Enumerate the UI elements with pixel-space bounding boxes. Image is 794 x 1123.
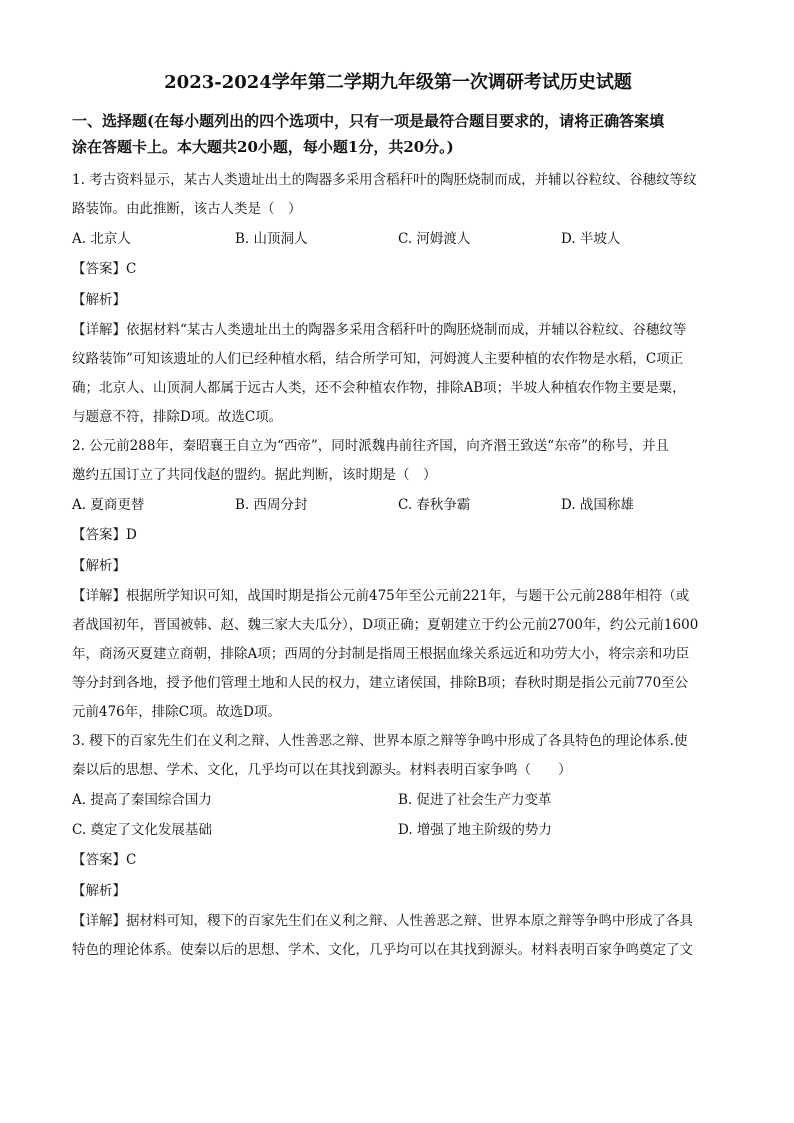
answer-label: 【答案】C (72, 852, 137, 868)
detail-line: 特色的理论体系。使秦以后的思想、学术、文化，几乎均可以在其找到源头。材料表明百家争鸣奠定了文 (72, 942, 693, 958)
detail-line: 等分封到各地，授予他们管理土地和人民的权力，建立诸侯国，排除B项；春秋时期是指公元前770至公 (72, 675, 689, 691)
options-row (72, 490, 724, 520)
question-stem-line: 2. 公元前288年，秦昭襄王自立为“西帝”，同时派魏冉前往齐国，向齐湣王致送“东帝”的称号，并且 (72, 438, 670, 454)
section-line: 一、选择题(在每小题列出的四个选项中，只有一项是最符合题目要求的，请将正确答案填 (72, 112, 665, 130)
detail-line: 【详解】根据所学知识可知，战国时期是指公元前475年至公元前221年，与题干公元前288年相符（或 (72, 588, 690, 604)
option-a: A. 北京人 (72, 231, 131, 247)
detail-line: 年，商汤灭夏建立商朝，排除A项；西周的分封制是指周王根据血缘关系远近和功劳大小，将宗亲和功臣 (72, 646, 690, 662)
section-instructions (72, 108, 724, 160)
detail-line: 纹路装饰”可知该遗址的人们已经种植水稻，结合所学可知，河姆渡人主要种植的农作物是水稻，C项正 (72, 351, 684, 367)
option-b: B. 山顶洞人 (235, 231, 308, 247)
options-row (72, 785, 724, 815)
options-row (72, 224, 724, 254)
detail-line: 确；北京人、山顶洞人都属于远古人类，还不会种植农作物，排除AB项；半坡人种植农作物主要是粟， (72, 380, 686, 396)
analysis-label: 【解析】 (72, 558, 126, 574)
analysis-label: 【解析】 (72, 883, 126, 899)
detail-line: 与题意不符，排除D项。故选C项。 (72, 409, 283, 425)
option-d: D. 半坡人 (561, 231, 621, 247)
answer-label: 【答案】D (72, 527, 137, 543)
option-a: A. 夏商更替 (72, 497, 145, 513)
section-line: 涂在答题卡上。本大题共20小题，每小题1分，共20分。) (72, 138, 454, 156)
option-b: B. 西周分封 (235, 497, 308, 513)
option-b: B. 促进了社会生产力变革 (398, 792, 552, 808)
detail-line: 【详解】依据材料“某古人类遗址出土的陶器多采用含稻秆叶的陶胚烧制而成，并辅以谷粒纹、谷穗纹等 (72, 322, 687, 338)
detail-line: 者战国初年，晋国被韩、赵、魏三家大夫瓜分），D项正确；夏朝建立于约公元前2700年，约公元前1600 (72, 617, 699, 633)
question-2 (72, 432, 724, 727)
analysis-label: 【解析】 (72, 292, 126, 308)
answer-label: 【答案】C (72, 261, 137, 277)
question-3 (72, 727, 724, 965)
question-stem-line: 1. 考古资料显示，某古人类遗址出土的陶器多采用含稻秆叶的陶胚烧制而成，并辅以谷粒纹、谷穗纹等纹 (72, 172, 697, 188)
question-stem-line: 3. 稷下的百家先生们在义利之辩、人性善恶之辩、世界本原之辩等争鸣中形成了各具特色的理论体系.使 (72, 733, 688, 749)
exam-title: 2023-2024学年第二学期九年级第一次调研考试历史试题 (164, 72, 632, 93)
option-c: C. 河姆渡人 (398, 231, 471, 247)
option-a: A. 提高了秦国综合国力 (72, 792, 212, 808)
detail-line: 元前476年，排除C项。故选D项。 (72, 704, 281, 720)
question-stem-line: 邀约五国订立了共同伐赵的盟约。据此判断，该时期是（ ） (72, 467, 437, 483)
options-row (72, 815, 724, 845)
question-1 (72, 166, 724, 432)
option-c: C. 春秋争霸 (398, 497, 471, 513)
detail-line: 【详解】据材料可知，稷下的百家先生们在义利之辩、人性善恶之辩、世界本原之辩等争鸣中形成了各具 (72, 913, 693, 929)
question-stem-line: 秦以后的思想、学术、文化，几乎均可以在其找到源头。材料表明百家争鸣（ ） (72, 762, 572, 778)
option-d: D. 增强了地主阶级的势力 (398, 822, 552, 838)
document-page (72, 68, 724, 965)
option-d: D. 战国称雄 (561, 497, 634, 513)
option-c: C. 奠定了文化发展基础 (72, 822, 212, 838)
question-stem-line: 路装饰。由此推断，该古人类是（ ） (72, 201, 302, 217)
